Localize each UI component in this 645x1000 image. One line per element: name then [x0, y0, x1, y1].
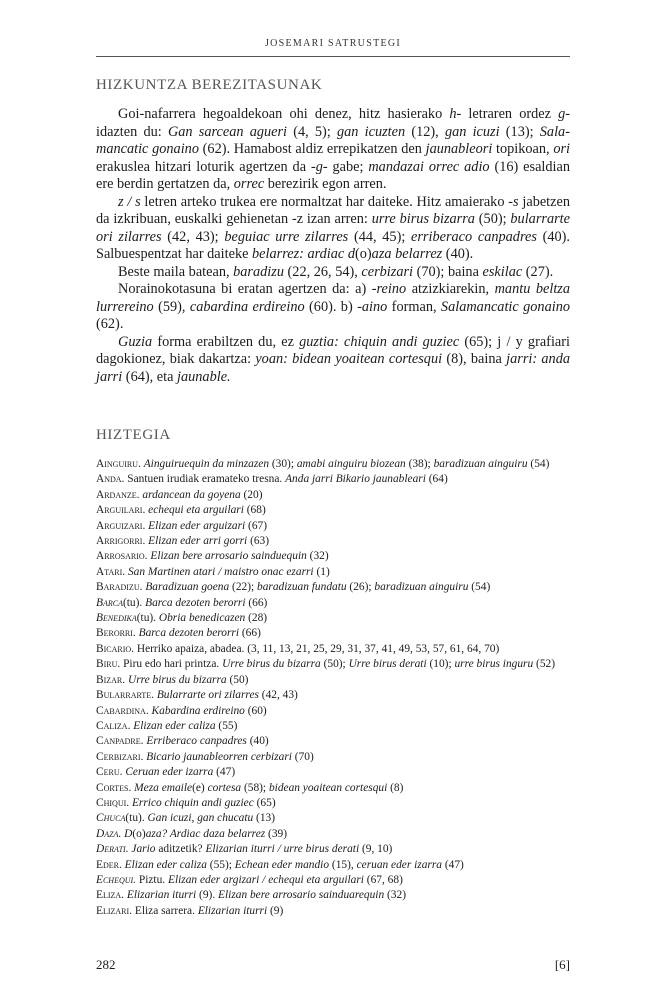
italic-text: -s	[508, 193, 519, 210]
text-run: Herriko apaiza, abadea. (3, 11, 13, 21, 25, 29, 31, 37, 41, 49, 53, 57, 61, 64, 70)	[134, 642, 500, 655]
entry-headword: Arrigorri.	[96, 535, 146, 548]
italic-text: baradizuan fundatu	[257, 581, 347, 594]
text-run: erakuslea hitzari loturik agertzen da	[96, 158, 311, 175]
italic-text: Ainguiruequin da minzazen	[143, 458, 270, 470]
body-text	[96, 106, 570, 386]
italic-text: Bicario jaunableorren cerbizari	[146, 750, 292, 763]
text-run: (67, 68)	[363, 873, 403, 886]
italic-text: Urre birus derati	[348, 658, 427, 671]
glossary-entry	[96, 488, 570, 503]
italic-text: Anda jarri Bikario jaunableari	[285, 473, 426, 486]
text-run: idazten du:	[96, 123, 168, 140]
entry-headword: Arrosario.	[96, 550, 148, 563]
italic-text: jarri: anda jarri	[96, 351, 570, 385]
text-run: (68)	[243, 504, 266, 517]
italic-text: Baradizuan goena	[145, 581, 230, 594]
entry-headword: Canpadre.	[96, 735, 144, 748]
glossary-entry	[96, 626, 570, 641]
entry-headword: Cabardina.	[96, 704, 149, 717]
text-run: (54)	[527, 458, 550, 470]
entry-headword: Anda.	[96, 473, 125, 486]
entry-headword: Biru.	[96, 658, 121, 671]
italic-text: z / s	[118, 193, 141, 210]
glossary-entry	[96, 565, 570, 580]
italic-text: urre birus inguru	[454, 658, 534, 671]
text-run: Piztu.	[136, 873, 168, 886]
italic-text: baradizu	[233, 263, 284, 280]
italic-text: baradizuan ainguiru	[374, 581, 469, 594]
italic-text: Elizan bere arrosario sainduequin	[150, 550, 307, 563]
italic-text: jaunable.	[177, 368, 231, 385]
header-rule	[96, 56, 570, 57]
entry-headword: Echequi.	[96, 873, 137, 886]
italic-text: Elizan eder caliza	[133, 719, 216, 732]
text-run: (20)	[240, 488, 263, 501]
text-run: (62). Hamabost aldiz errepikatzen den	[198, 141, 426, 157]
page-reference: [6]	[554, 957, 570, 972]
text-run: (50);	[474, 211, 511, 227]
entry-headword: Chiqui.	[96, 796, 130, 809]
text-run: (55);	[206, 858, 235, 871]
text-run: (62).	[96, 316, 124, 332]
glossary-entry	[96, 657, 570, 672]
italic-text: Elizan eder argizari / echequi eta arguilari	[168, 873, 364, 886]
italic-text: g-	[558, 106, 570, 122]
text-run: Eliza sarrera.	[132, 904, 198, 917]
text-run: (8), baina	[442, 351, 507, 367]
italic-text: Kabardina erdireino	[151, 704, 245, 717]
text-run: (22, 26, 54),	[283, 263, 362, 280]
italic-text: Elizarian iturri	[126, 889, 197, 902]
paragraph	[96, 106, 570, 194]
italic-text: cabardina erdireino	[189, 298, 305, 315]
text-run: (70)	[291, 750, 314, 763]
italic-text: Elizarian iturri	[197, 904, 268, 917]
text-run: (tu).	[122, 596, 146, 609]
italic-text: Gan sarcean agueri	[167, 123, 288, 140]
text-run: Norainokotasuna bi eratan agertzen da: a)	[118, 281, 372, 297]
italic-text: D	[124, 827, 133, 840]
italic-text: bularrarte ori zilarres	[96, 211, 570, 245]
text-run: (16) esaldian ere berdin gertatzen da,	[96, 158, 571, 192]
text-run: (58);	[241, 781, 269, 794]
text-run: Beste maila batean,	[118, 263, 234, 280]
italic-text: mandazai orrec adio	[368, 158, 490, 175]
italic-text: Echean eder mandio	[234, 858, 330, 871]
text-run: (66)	[245, 596, 268, 609]
glossary-entry	[96, 503, 570, 518]
entry-headword: Derati.	[96, 843, 129, 856]
italic-text: cortesa	[204, 781, 242, 794]
text-run: (32)	[306, 550, 329, 563]
text-run: (4, 5);	[287, 123, 337, 140]
text-run: (59),	[153, 298, 190, 315]
text-run: Goi-nafarrera hegoaldekoan ohi denez, hitz hasierako	[118, 106, 450, 122]
text-run: (38);	[405, 458, 434, 470]
italic-text: ori	[553, 141, 571, 157]
text-run: (13);	[499, 123, 540, 140]
italic-text: Bularrarte ori zilarres	[156, 689, 259, 702]
text-run: (42, 43);	[161, 228, 225, 245]
entry-headword: Caliza.	[96, 719, 131, 732]
italic-text: ardancean da goyena	[142, 488, 241, 501]
text-run: (27).	[522, 263, 554, 280]
entry-headword: Bicario.	[96, 642, 134, 655]
italic-text: eskilac	[482, 263, 523, 280]
text-run: (e)	[192, 781, 205, 794]
entry-headword: Atari.	[96, 565, 126, 578]
italic-text: Salamancatic gonaino	[440, 298, 570, 315]
entry-headword: Berorri.	[96, 627, 136, 640]
italic-text: echequi eta arguilari	[148, 504, 244, 517]
glossary	[96, 457, 570, 919]
entry-headword: Chuca	[96, 812, 126, 825]
section-title: HIZTEGIA	[96, 427, 171, 443]
italic-text: Jario	[131, 843, 156, 856]
text-run: topikoan,	[492, 141, 554, 157]
text-run: (66)	[239, 627, 261, 640]
text-run: (26);	[346, 581, 375, 594]
italic-text: Erriberaco canpadres	[146, 735, 247, 748]
italic-text: Elizan eder caliza	[124, 858, 207, 871]
paragraph	[96, 281, 570, 334]
entry-headword: Arguizari.	[96, 519, 146, 532]
text-run: (52)	[533, 658, 556, 671]
running-head: JOSEMARI SATRUSTEGI	[264, 38, 402, 49]
glossary-entry	[96, 811, 570, 826]
entry-headword: Ainguiru.	[96, 458, 141, 470]
glossary-entry	[96, 472, 570, 487]
text-run: (10);	[426, 658, 455, 671]
entry-headword: Ardanze.	[96, 488, 140, 501]
italic-text: Obria benedicazen	[158, 612, 246, 625]
text-run: (70); baina	[413, 263, 483, 280]
italic-text: San Martinen atari / maistro onac ezarri	[127, 565, 314, 578]
glossary-entry	[96, 519, 570, 534]
text-run: (1)	[313, 565, 330, 578]
italic-text: Barca dezoten berorri	[145, 596, 246, 609]
text-run: Piru edo hari printza.	[120, 658, 223, 671]
italic-text: gan icuzten	[337, 123, 406, 140]
text-run: Santuen irudiak eramateko tresna.	[124, 473, 286, 486]
italic-text: -g-	[310, 158, 328, 175]
italic-text: baradizuan ainguiru	[433, 458, 528, 470]
italic-text: Elizan bere arrosario sainduarequin	[218, 889, 385, 902]
text-run: (55)	[215, 719, 238, 732]
text-run: forma erabiltzen du, ez	[152, 333, 300, 350]
text-run: (13)	[253, 812, 276, 825]
text-run: forman,	[387, 298, 441, 315]
glossary-entry	[96, 719, 570, 734]
glossary-entry	[96, 827, 570, 842]
italic-text: belarrez: ardiac d	[252, 246, 355, 262]
italic-text: Errico chiquin andi guziec	[131, 796, 254, 809]
section-title: HIZKUNTZA BEREZITASUNAK	[96, 77, 323, 93]
entry-headword: Elizari.	[96, 904, 133, 917]
italic-text: orrec	[233, 176, 265, 192]
italic-text: gan icuzi	[444, 123, 500, 140]
italic-text: ceruan eder izarra	[356, 858, 442, 871]
entry-headword: Eder.	[96, 858, 122, 871]
text-run: letren arteko trukea ere normaltzat har daiteke. Hitz amaierako	[140, 193, 509, 210]
italic-text: yoan: bidean yoaitean cortesqui	[255, 351, 443, 367]
glossary-entry	[96, 796, 570, 811]
text-run: (32)	[384, 889, 406, 902]
glossary-entry	[96, 673, 570, 688]
italic-text: Urre birus du bizarra	[127, 673, 227, 686]
entry-headword: Barca	[96, 596, 123, 609]
italic-text: Ceruan eder izarra	[125, 766, 214, 779]
text-run: (o)	[132, 827, 146, 840]
text-run: (40). Salbuespentzat har daiteke	[96, 228, 570, 262]
entry-headword: Bizar.	[96, 673, 126, 686]
italic-text: erriberaco canpadres	[411, 228, 537, 245]
text-run: (64), eta	[122, 368, 178, 385]
italic-text: Barca dezoten berorri	[138, 627, 240, 640]
text-run: (8)	[387, 781, 404, 794]
italic-text: -reino	[371, 281, 407, 297]
entry-headword: Eliza.	[96, 889, 125, 902]
entry-headword: Ceru.	[96, 766, 123, 779]
text-run: (40)	[246, 735, 269, 748]
italic-text: aza? Ardiac daza belarrez	[145, 827, 266, 840]
entry-headword: Cortes.	[96, 781, 132, 794]
italic-text: Guzia	[118, 333, 153, 350]
text-run: letraren ordez	[461, 106, 559, 122]
glossary-entry	[96, 904, 570, 919]
text-run: (o)	[355, 246, 372, 262]
italic-text: bidean yoaitean cortesqui	[268, 781, 388, 794]
text-run: (60)	[244, 704, 267, 717]
italic-text: aza belarrez	[371, 246, 443, 262]
text-run: jabetzen da izkribuan, euskalki gehienetan -z izan arren:	[96, 193, 570, 227]
text-run: (65)	[253, 796, 276, 809]
text-run: (30);	[269, 458, 297, 470]
italic-text: guztia: chiquin andi guziec	[299, 333, 460, 350]
entry-headword: Daza.	[96, 827, 122, 840]
italic-text: Urre birus du bizarra	[222, 658, 321, 671]
entry-headword: Cerbizari.	[96, 750, 144, 763]
text-run: (9)	[267, 904, 284, 917]
text-run: (15),	[329, 858, 357, 871]
text-run: (22);	[229, 581, 258, 594]
italic-text: Salamancatic gonaino	[96, 123, 570, 157]
text-run: (64)	[425, 473, 448, 486]
glossary-entry	[96, 642, 570, 657]
text-run: (47)	[442, 858, 464, 871]
italic-text: cerbizari	[361, 263, 414, 280]
glossary-entry	[96, 704, 570, 719]
italic-text: h-	[449, 106, 462, 122]
entry-headword: Arguilari.	[96, 504, 146, 517]
text-run: (50);	[320, 658, 349, 671]
glossary-entry	[96, 734, 570, 749]
text-run: (54)	[468, 581, 491, 594]
glossary-entry	[96, 596, 570, 611]
italic-text: Elizan eder arri gorri	[148, 535, 248, 548]
text-run: (42, 43)	[258, 689, 298, 702]
italic-text: -aino	[357, 298, 388, 315]
text-run: (63)	[247, 535, 270, 548]
italic-text: urre birus bizarra	[371, 211, 475, 227]
glossary-entry	[96, 873, 570, 888]
paragraph	[96, 194, 570, 264]
italic-text: Elizarian iturri / urre birus derati	[205, 843, 360, 856]
glossary-entry	[96, 549, 570, 564]
text-run: (28)	[245, 612, 268, 625]
italic-text: beguiac urre zilarres	[224, 228, 349, 245]
italic-text: amabi ainguiru biozean	[296, 458, 406, 470]
text-run: (12),	[405, 123, 445, 140]
italic-text: jaunableori	[425, 141, 493, 157]
text-run: (tu).	[125, 812, 148, 825]
glossary-entry	[96, 781, 570, 796]
entry-headword: Benedika	[96, 612, 137, 625]
text-run: (65); j / y grafiari dagokionez, biak dakartza:	[96, 333, 570, 367]
italic-text: Gan icuzi, gan chucatu	[147, 812, 254, 825]
text-run: (9, 10)	[359, 843, 393, 856]
text-run: atzizkiarekin,	[406, 281, 495, 297]
glossary-entry	[96, 888, 570, 903]
text-run: (9).	[196, 889, 219, 902]
glossary-entry	[96, 457, 570, 472]
text-run: (60). b)	[304, 298, 358, 315]
text-run: (67)	[245, 519, 268, 532]
italic-text: Elizan eder arguizari	[148, 519, 246, 532]
text-run: (47)	[213, 766, 236, 779]
text-run: aditzetik?	[155, 843, 206, 856]
entry-headword: Baradizu.	[96, 581, 143, 594]
glossary-entry	[96, 765, 570, 780]
paragraph	[96, 264, 570, 282]
italic-text: Meza emaile	[134, 781, 193, 794]
page-number: 282	[96, 957, 116, 972]
text-run: gabe;	[327, 158, 369, 175]
glossary-entry	[96, 858, 570, 873]
paragraph	[96, 334, 570, 387]
text-run: (50)	[226, 673, 249, 686]
glossary-entry	[96, 580, 570, 595]
glossary-entry	[96, 688, 570, 703]
text-run: (40).	[442, 246, 474, 262]
italic-text: mantu beltza lurrereino	[96, 281, 571, 315]
glossary-entry	[96, 611, 570, 626]
glossary-entry	[96, 750, 570, 765]
text-run: (tu).	[136, 612, 159, 625]
text-run: (44, 45);	[348, 228, 412, 245]
glossary-entry	[96, 842, 570, 857]
glossary-entry	[96, 534, 570, 549]
text-run: (39)	[265, 827, 288, 840]
entry-headword: Bularrarte.	[96, 689, 154, 702]
text-run: berezirik egon arren.	[264, 176, 387, 192]
